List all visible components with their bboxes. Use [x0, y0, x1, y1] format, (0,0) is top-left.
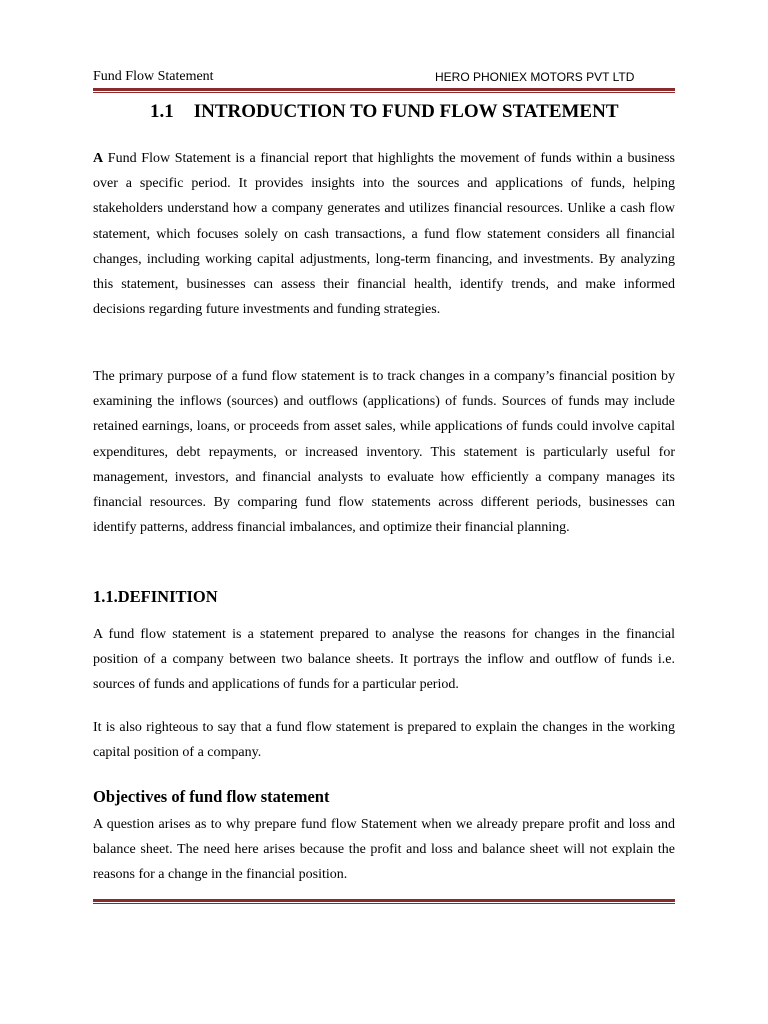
objectives-paragraph-1: A question arises as to why prepare fund flow Statement when we already prepare profit and loss and balance sheet. The need here arises because the profit and loss and balance sheet will not explain the reasons for a change in the financial position. — [93, 817, 675, 883]
section-number: 1.1 — [150, 101, 174, 122]
footer-divider — [93, 899, 675, 904]
objectives-heading: Objectives of fund flow statement — [93, 787, 330, 806]
section-title-text: INTRODUCTION TO FUND FLOW STATEMENT — [193, 101, 619, 122]
intro-paragraph-1 — [93, 146, 675, 322]
header-divider — [93, 88, 675, 93]
definition-paragraph-2: It is also righteous to say that a fund flow statement is prepared to explain the changes in the working capital position of a company. — [93, 720, 675, 761]
header-company-name: HERO PHONIEX MOTORS PVT LTD — [435, 70, 635, 84]
intro-paragraph-1-text: Fund Flow Statement is a financial report that highlights the movement of funds within a business over a specific period. It provides insights into the sources and applications of funds, helping stakeholders understand how a company generates and utilizes financial resources. Unlike a cash flow statement, which focuses solely on cash transactions, a fund flow statement considers all financial changes, including working capital adjustments, long-term financing, and investments. By analyzing this statement, businesses can assess their financial health, identify trends, and make informed decisions regarding future investments and funding strategies. — [93, 151, 675, 318]
section-title — [150, 101, 619, 123]
intro-paragraph-2: The primary purpose of a fund flow statement is to track changes in a company’s financial position by examining the inflows (sources) and outflows (applications) of funds. Sources of funds may include retained earnings, loans, or proceeds from asset sales, while applications of funds could involve capital expenditures, debt repayments, or increased inventory. This statement is particularly useful for management, investors, and financial analysts to evaluate how efficiently a company manages its financial resources. By comparing fund flow statements across different periods, businesses can identify patterns, address financial imbalances, and optimize their financial planning. — [93, 369, 675, 536]
page-header — [93, 69, 675, 87]
definition-heading: 1.1.DEFINITION — [93, 587, 218, 606]
intro-first-letter: A — [93, 151, 104, 166]
definition-paragraph-1: A fund flow statement is a statement prepared to analyse the reasons for changes in the financial position of a company between two balance sheets. It portrays the inflow and outflow of funds i.e. sources of funds and applications of funds for a particular period. — [93, 627, 675, 693]
header-document-title: Fund Flow Statement — [93, 69, 214, 84]
